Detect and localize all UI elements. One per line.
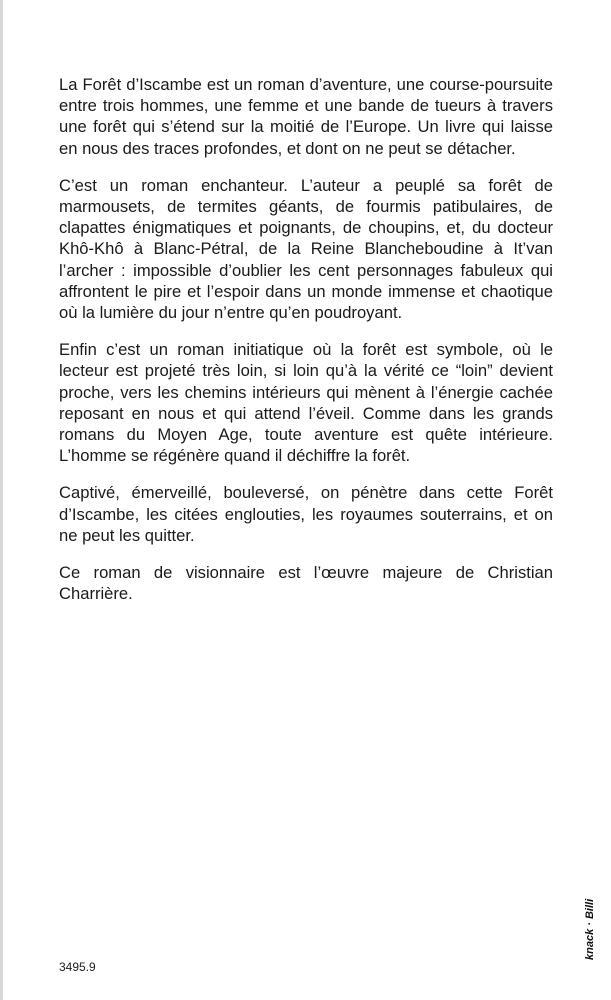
paragraph-initiatique: Enfin c’est un roman initiatique où la forêt est symbole, où le lecteur est projeté très loin, si loin qu’à la vérité ce “loin” devient proche, vers les chemins intérieurs qui mènent à l’énergie cachée reposant en nous et qui attend l’éveil. Comme dans les grands romans du Moyen Age, toute aventure est quête intérieure. L’homme se régénère quand il déchiffre la forêt.: [59, 340, 553, 466]
cover-credit: knack · Billi: [584, 898, 596, 960]
paragraph-intro: La Forêt d’Iscambe est un roman d’aventure, une course-poursuite entre trois hommes, une femme et une bande de tueurs à travers une forêt qui s’étend sur la moitié de l’Europe. Un livre qui laisse en nous des traces profondes, et dont on ne peut se détacher.: [59, 75, 553, 158]
paragraph-captive: Captivé, émerveillé, bouleversé, on pénètre dans cette Forêt d’Iscambe, les citées englouties, les royaumes souterrains, et on ne peut les quitter.: [59, 483, 553, 545]
catalog-number: 3495.9: [59, 960, 96, 974]
paragraph-enchanteur: C’est un roman enchanteur. L’auteur a peuplé sa forêt de marmousets, de termites géants, de fourmis patibulaires, de clapattes énigmatiques et poignants, de choupins, et, du docteur Khô-Khô à Blanc-Pétral, de la Reine Blancheboudine à It’van l’archer : impossible d’oublier les cent personnages fabuleux qui affrontent le pire et l’espoir dans un monde immense et chaotique où la lumière du jour n’entre qu’en poudroyant.: [59, 175, 553, 323]
back-cover-text: [59, 74, 553, 620]
page-edge: [0, 0, 3, 1000]
paragraph-conclusion: Ce roman de visionnaire est l’œuvre majeure de Christian Charrière.: [59, 563, 553, 604]
